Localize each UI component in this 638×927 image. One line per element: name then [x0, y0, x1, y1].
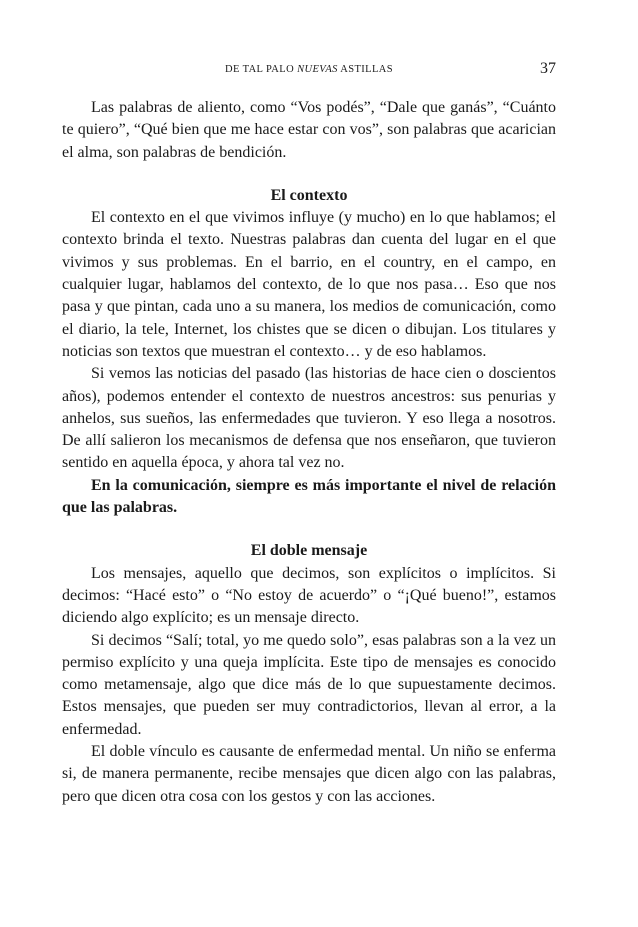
paragraph: Los mensajes, aquello que decimos, son explícitos o implícitos. Si decimos: “Hacé esto” o “No estoy de acuerdo” o “¡Qué bueno!”, estamos diciendo algo explícito; es un mensaje directo.: [62, 564, 556, 627]
page-number: 37: [540, 60, 556, 77]
bold-statement: En la comunicación, siempre es más importante el nivel de relación que las palabras.: [62, 476, 556, 517]
section-heading-contexto: El contexto: [270, 186, 348, 204]
paragraph: El doble vínculo es causante de enfermedad mental. Un niño se enferma si, de manera permanente, recibe mensajes que dicen algo con las palabras, pero que dicen otra cosa con los gestos y con las acciones.: [62, 743, 556, 805]
spacer: [62, 519, 556, 540]
paragraph: Si vemos las noticias del pasado (las historias de hace cien o doscientos años), podemos entender el contexto de nuestros ancestros: sus penurias y anhelos, sus sueños, las enfermedades que tuvieron. Y eso llega a nosotros. De allí salieron los mecanismos de defensa que nos enseñaron, que tuvieron sentido en aquella época, y ahora tal vez no.: [62, 365, 556, 472]
intro-paragraph: Las palabras de aliento, como “Vos podés”, “Dale que ganás”, “Cuánto te quiero”, “Qué bien que me hace estar con vos”, son palabras que acarician el alma, son palabras de bendición.: [62, 99, 556, 161]
paragraph: El contexto en el que vivimos influye (y mucho) en lo que hablamos; el contexto brinda el texto. Nuestras palabras dan cuenta del lugar en el que vivimos y sus problemas. En el barrio, en el country, en el campo, en cualquier lugar, hablamos del contexto, de lo que nos pasa… Eso que nos pasa y que pintan, cada uno a su manera, los medios de comunicación, como el diario, la tele, Internet, los chistes que se dicen o dibujan. Los titulares y noticias son textos que muestran el contexto… y de eso hablamos.: [62, 209, 556, 360]
running-title-prefix: DE TAL PALO: [224, 64, 298, 75]
spacer: [62, 164, 556, 185]
running-title-suffix: ASTILLAS: [337, 64, 394, 75]
page-body: [62, 97, 556, 808]
paragraph: Si decimos “Salí; total, yo me quedo solo”, esas palabras son a la vez un permiso explícito y una queja implícita. Este tipo de mensajes es conocido como metamensaje, algo que dice más de lo que supuestamente decimos. Estos mensajes, que pueden ser muy contradictorios, llevan al error, a la enfermedad.: [62, 631, 556, 738]
running-title: [62, 64, 556, 75]
running-title-italic: NUEVAS: [297, 64, 338, 75]
running-header: [62, 60, 556, 84]
section-heading-doble-mensaje: El doble mensaje: [250, 542, 368, 560]
